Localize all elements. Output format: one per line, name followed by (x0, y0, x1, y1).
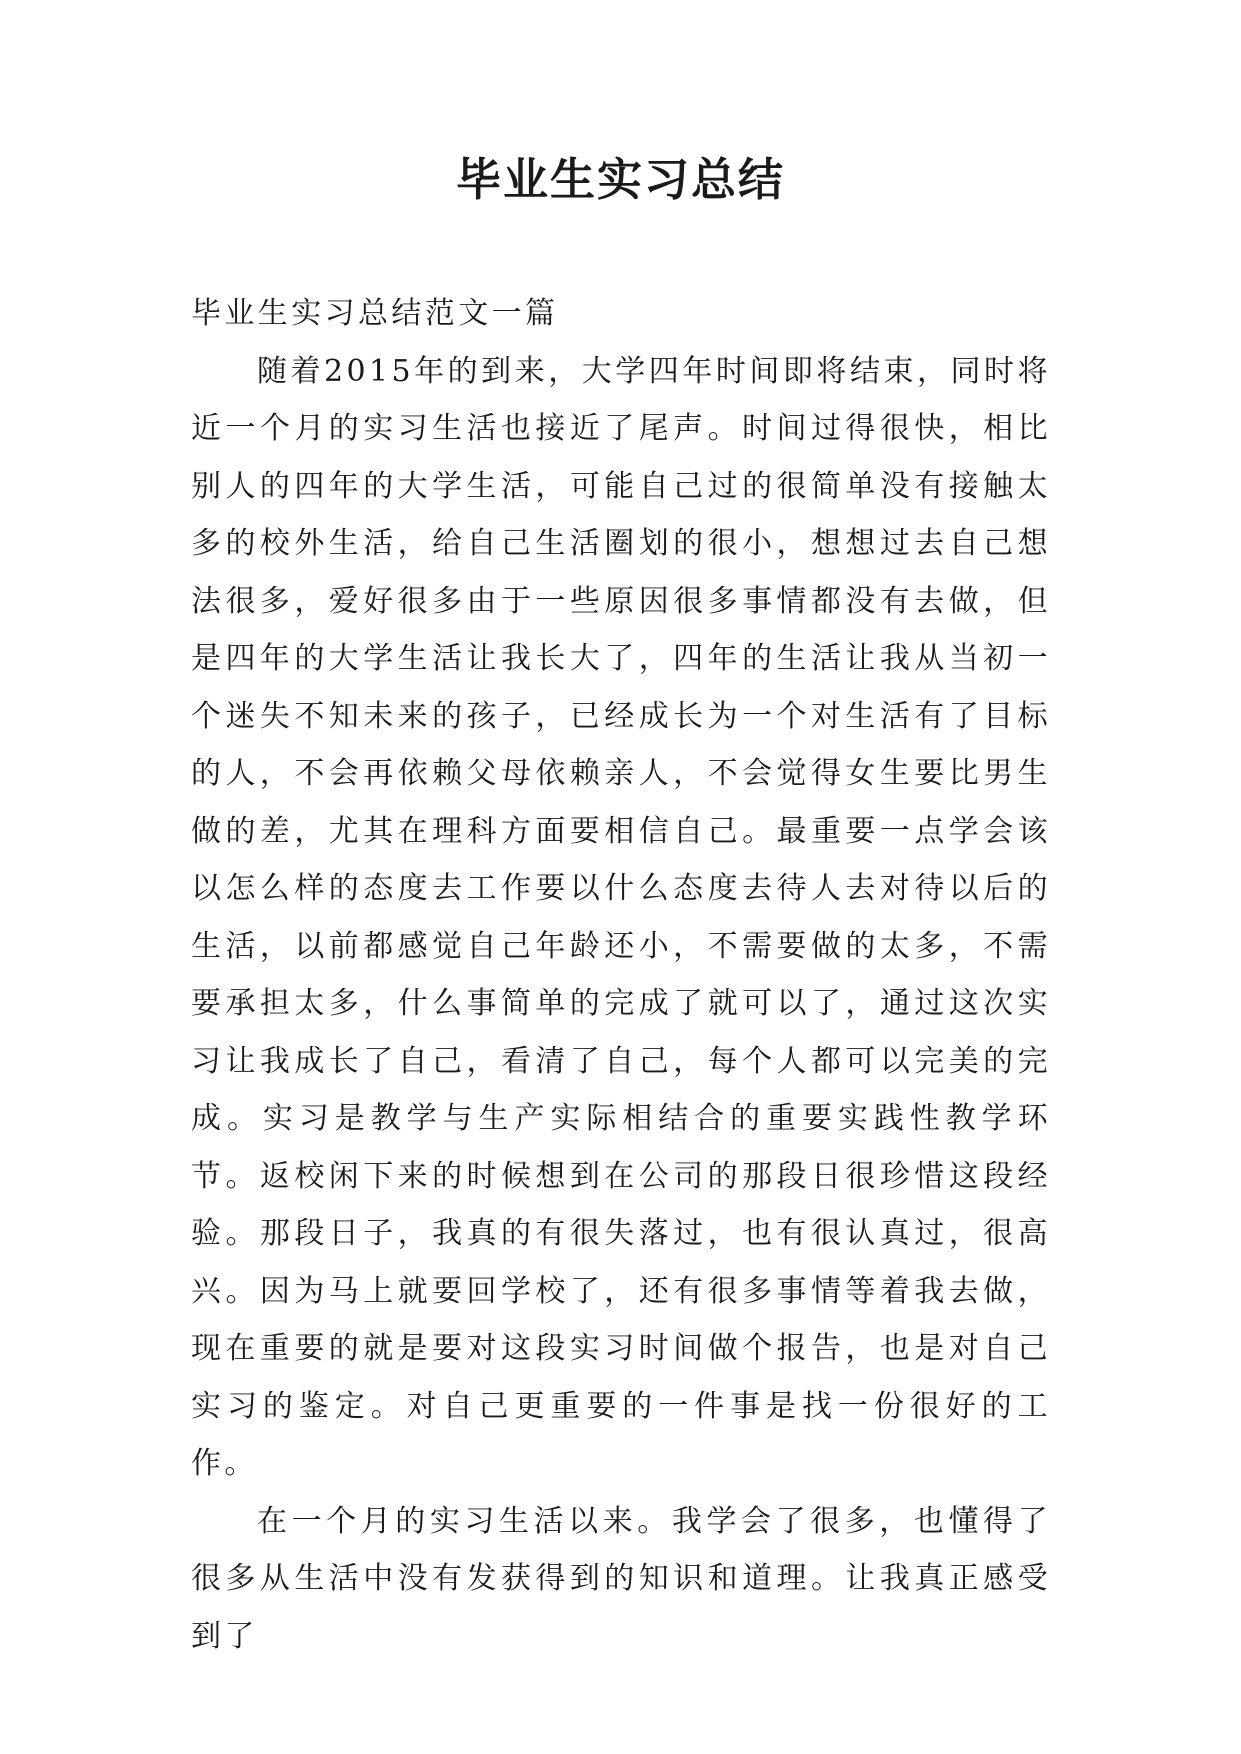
document-body (191, 285, 1051, 1665)
document-subtitle: 毕业生实习总结范文一篇 (191, 296, 559, 331)
paragraph: 在一个月的实习生活以来。我学会了很多，也懂得了很多从生活中没有发获得到的知识和道理。让我真正感受到了 (191, 1503, 1051, 1654)
document-title: 毕业生实习总结 (455, 153, 785, 206)
paragraph: 随着2015年的到来，大学四年时间即将结束，同时将近一个月的实习生活也接近了尾声。时间过得很快，相比别人的四年的大学生活，可能自己过的很简单没有接触太多的校外生活，给自己生活圈划的很小，想想过去自己想法很多，爱好很多由于一些原因很多事情都没有去做，但是四年的大学生活让我长大了，四年的生活让我从当初一个迷失不知未来的孩子，已经成长为一个对生活有了目标的人，不会再依赖父母依赖亲人，不会觉得女生要比男生做的差，尤其在理科方面要相信自己。最重要一点学会该以怎么样的态度去工作要以什么态度去待人去对待以后的生活，以前都感觉自己年龄还小，不需要做的太多，不需要承担太多，什么事简单的完成了就可以了，通过这次实习让我成长了自己，看清了自己，每个人都可以完美的完成。实习是教学与生产实际相结合的重要实践性教学环节。返校闲下来的时候想到在公司的那段日很珍惜这段经验。那段日子，我真的有很失落过，也有很认真过，很高兴。因为马上就要回学校了，还有很多事情等着我去做，现在重要的就是要对这段实习时间做个报告，也是对自己实习的鉴定。对自己更重要的一件事是找一份很好的工作。 (191, 353, 1051, 1481)
